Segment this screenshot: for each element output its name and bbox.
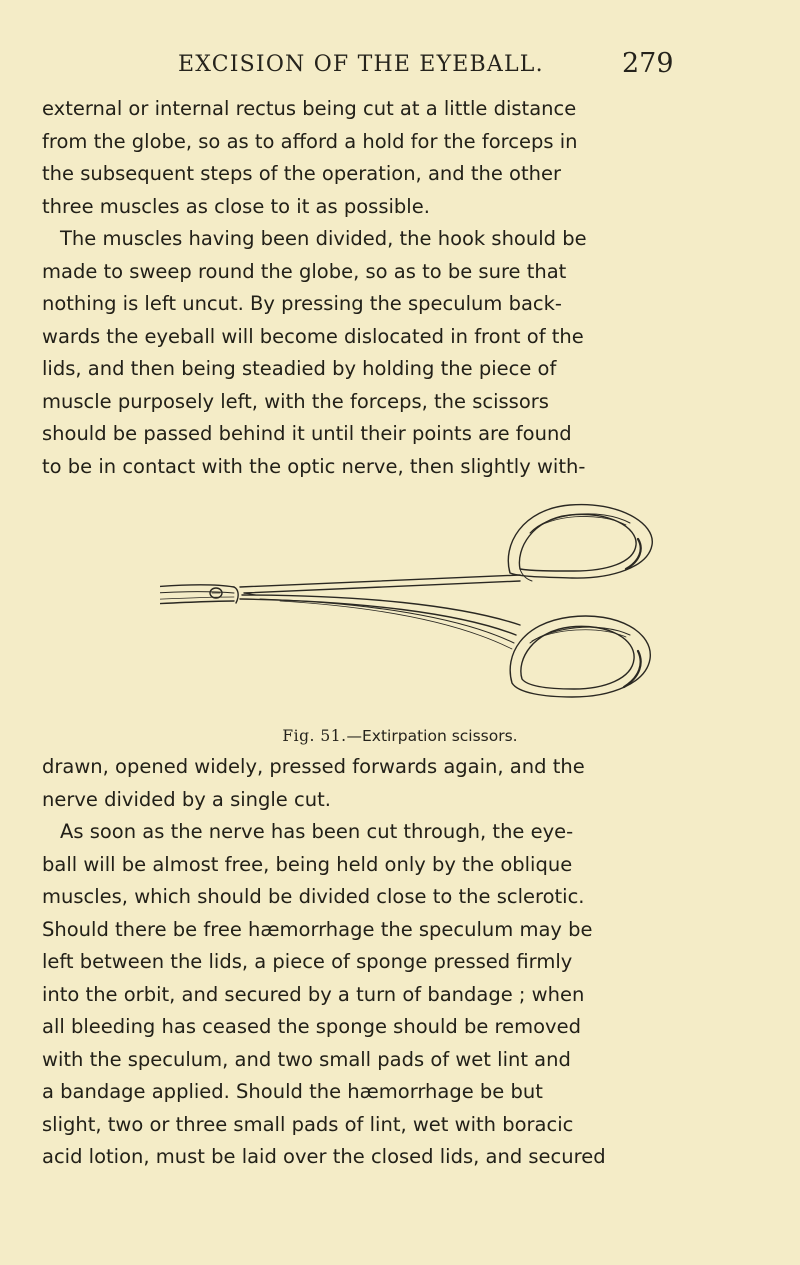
text-line: the subsequent steps of the operation, and the other (42, 162, 561, 185)
running-head (0, 50, 800, 86)
scissors-figure (160, 483, 720, 723)
text-line: should be passed behind it until their points are found (42, 422, 572, 445)
text-line: slight, two or three small pads of lint, wet with boracic (42, 1112, 574, 1136)
body-text-bottom (42, 751, 682, 1174)
page-number: 279 (622, 48, 674, 79)
text-line: a bandage applied. Should the hæmorrhage be but (42, 1080, 543, 1103)
text-line: The muscles having been divided, the hook should be (60, 227, 587, 250)
text-line: Should there be free hæmorrhage the speculum may be (42, 917, 593, 941)
text-line: lids, and then being steadied by holding the piece of (42, 357, 557, 380)
text-line: nothing is left uncut. By pressing the speculum back- (42, 292, 562, 315)
text-line: ball will be almost free, being held only by the oblique (42, 852, 573, 876)
text-line: wards the eyeball will become dislocated in front of the (42, 324, 584, 348)
extirpation-scissors-illustration (160, 483, 720, 723)
figure-caption (0, 727, 800, 745)
text-line: drawn, opened widely, pressed forwards again, and the (42, 755, 585, 778)
figure-label: Fig. 51. (282, 727, 347, 745)
text-line: from the globe, so as to afford a hold for the forceps in (42, 129, 578, 153)
text-line: into the orbit, and secured by a turn of bandage ; when (42, 982, 585, 1006)
text-line: made to sweep round the globe, so as to be sure that (42, 259, 567, 283)
text-line: As soon as the nerve has been cut through, the eye- (60, 820, 574, 843)
figure-caption-text: —Extirpation scissors. (346, 727, 518, 745)
text-line: external or internal rectus being cut at a little distance (42, 97, 577, 120)
text-line: muscles, which should be divided close to the sclerotic. (42, 885, 585, 908)
body-text-top (42, 93, 682, 483)
text-line: three muscles as close to it as possible. (42, 194, 430, 218)
text-line: left between the lids, a piece of sponge pressed firmly (42, 950, 573, 973)
text-line: muscle purposely left, with the forceps, the scissors (42, 389, 549, 413)
text-line: nerve divided by a single cut. (42, 787, 331, 811)
text-line: all bleeding has ceased the sponge should be removed (42, 1015, 581, 1038)
text-line: with the speculum, and two small pads of wet lint and (42, 1047, 571, 1071)
text-line: to be in contact with the optic nerve, then slightly with- (42, 454, 586, 478)
running-title: EXCISION OF THE EYEBALL. (178, 52, 544, 77)
text-line: acid lotion, must be laid over the closed lids, and secured (42, 1145, 606, 1168)
